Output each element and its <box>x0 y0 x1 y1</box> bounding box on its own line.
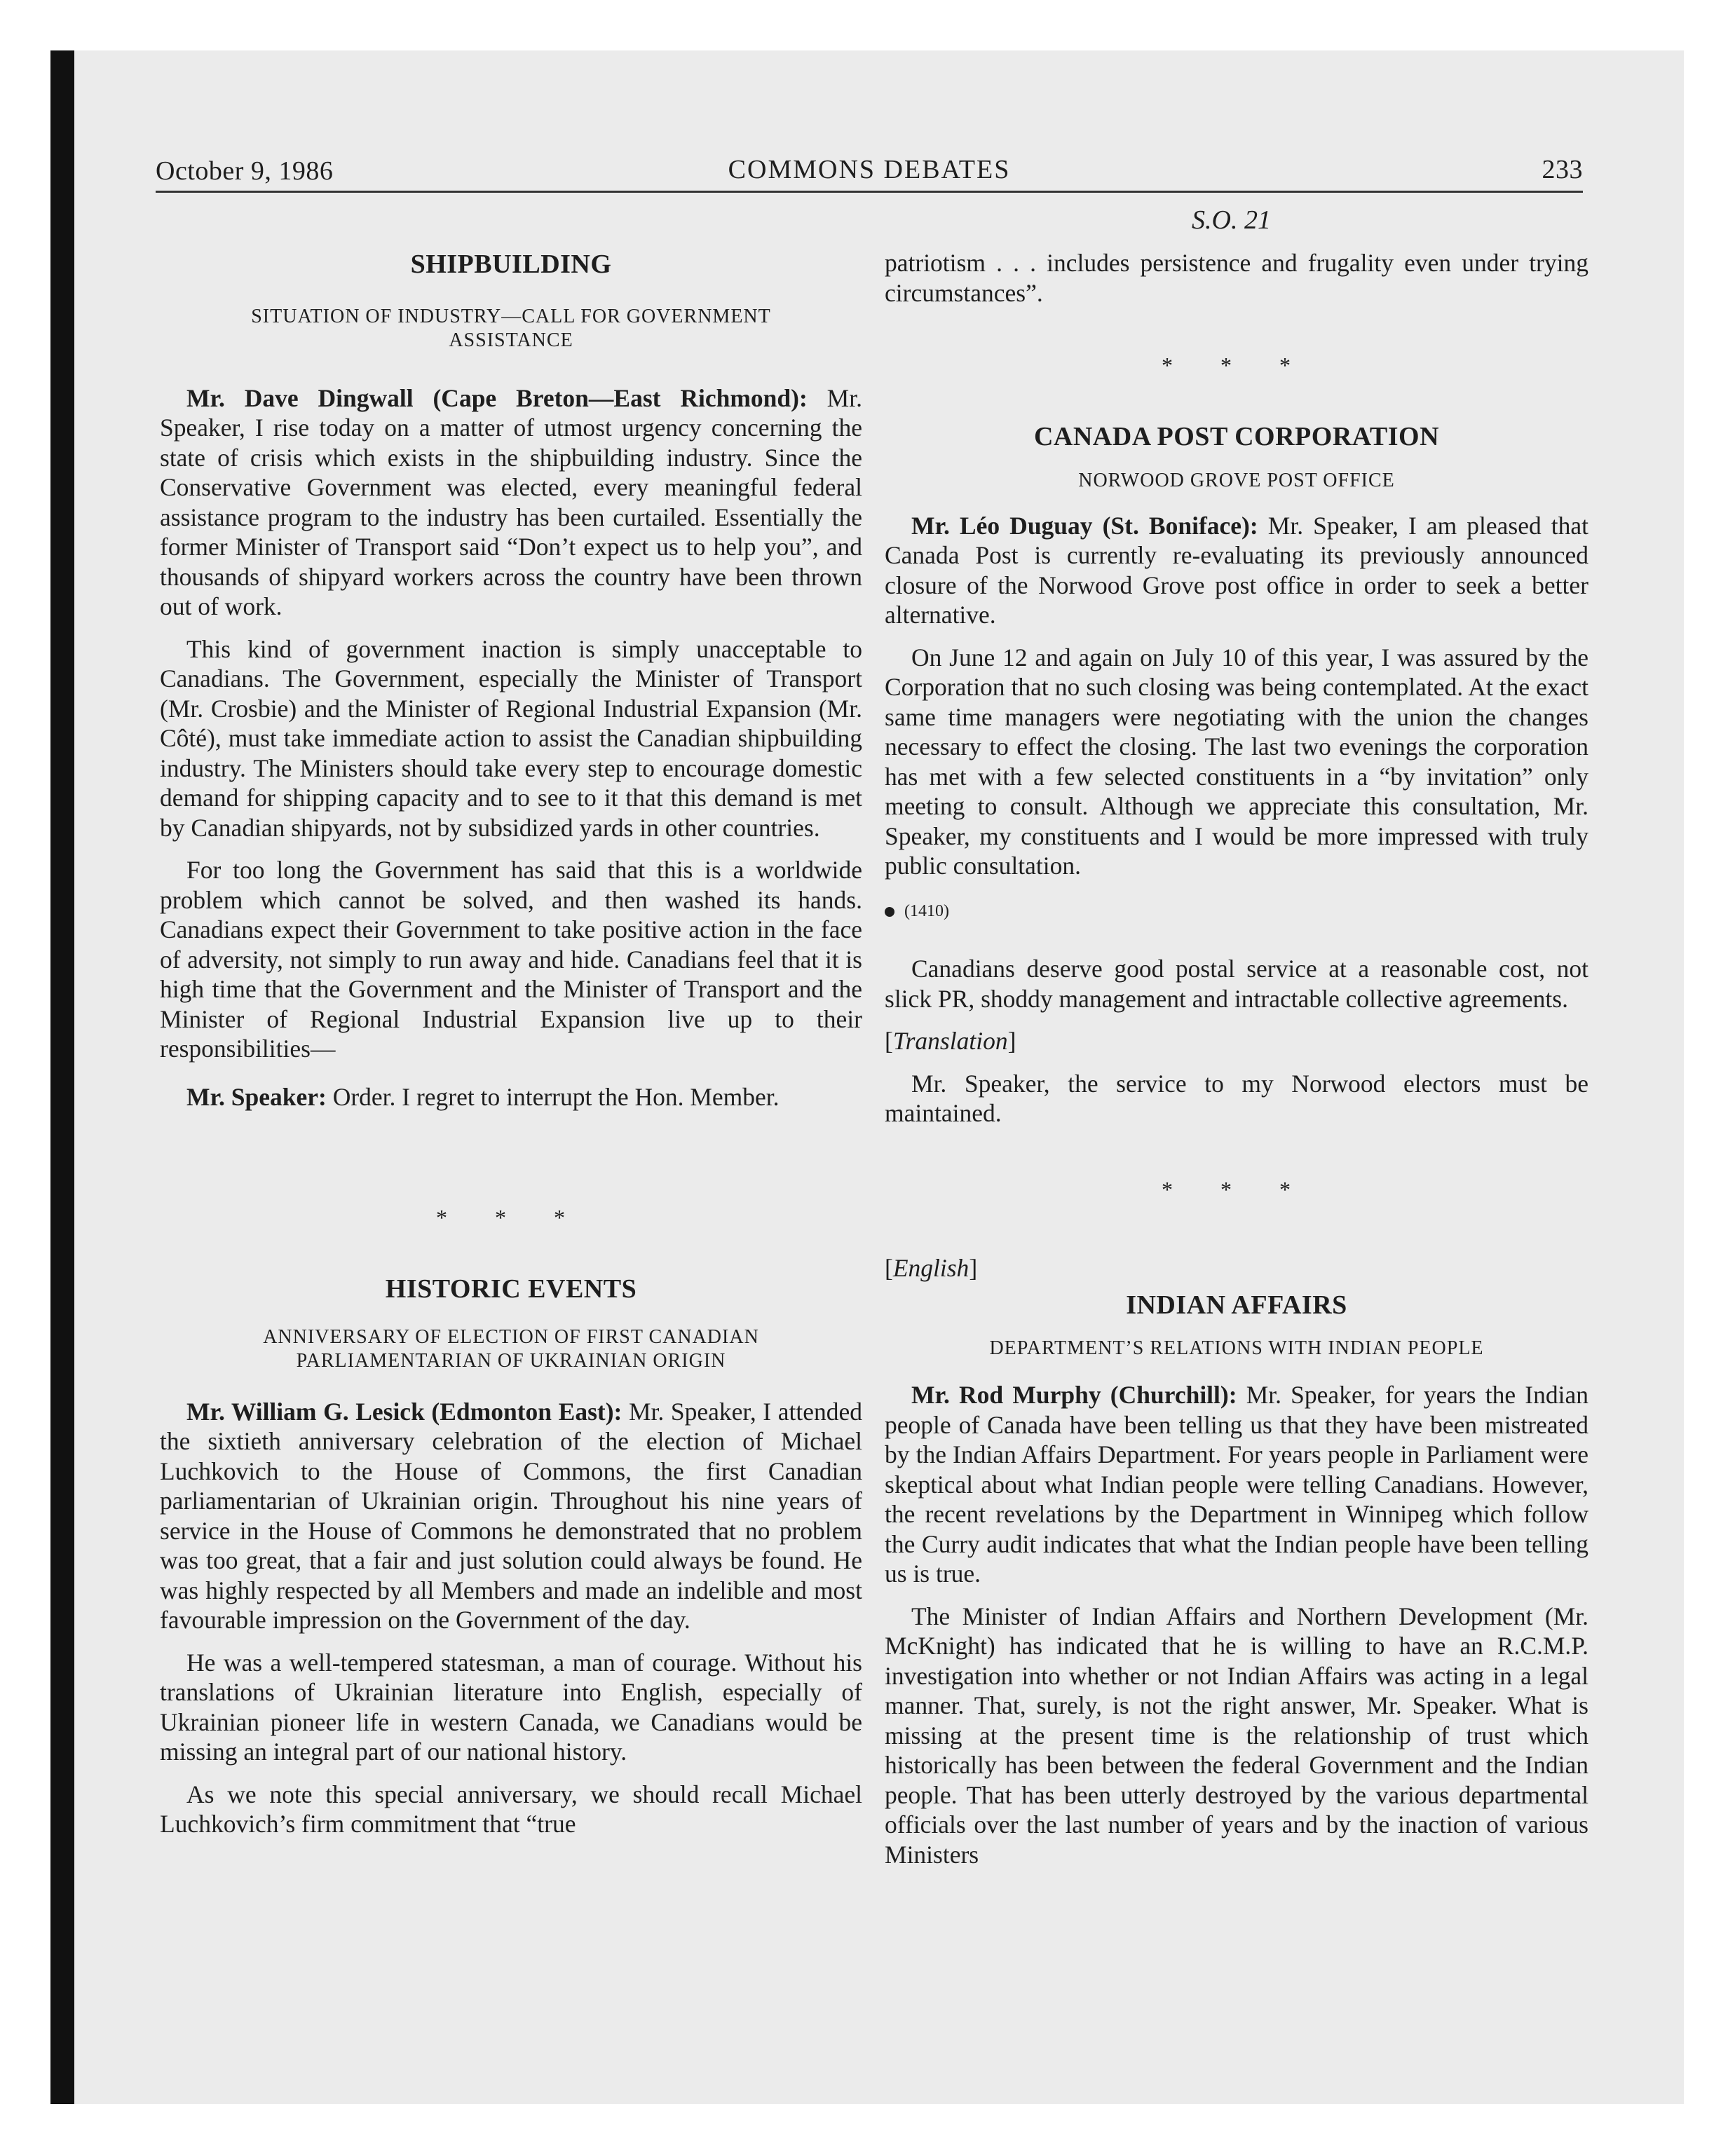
section-body <box>160 1397 862 1839</box>
indian-affairs-section <box>885 1253 1588 1869</box>
paragraph-text: Order. I regret to interrupt the Hon. Member. <box>326 1082 780 1111</box>
paragraph: As we note this special anniversary, we should recall Michael Luchkovich’s firm commitment that “true <box>160 1780 862 1838</box>
section-marker: S.O. 21 <box>1192 205 1271 235</box>
header-date: October 9, 1986 <box>156 156 334 186</box>
section-heading: SHIPBUILDING <box>410 250 612 279</box>
speaker-name: Mr. Léo Duguay (St. Boniface): <box>911 511 1258 540</box>
paragraph: Canadians deserve good postal service at a reasonable cost, not slick PR, shoddy management and intractable collective agreements. <box>885 955 1588 1013</box>
paragraph: The Minister of Indian Affairs and Northern Development (Mr. McKnight) has indicated that he is willing to have an R.C.M.P. investigation into whether or not Indian Affairs was acting in a legal manner. That, surely, is not the right answer, Mr. Speaker. What is missing at the present time is the relationship of trust which historically has been between the federal Government and the Indian people. That has been utterly destroyed by the various departmental officials over the last number of years and by the inaction of various Ministers <box>885 1602 1588 1869</box>
speaker-name: Mr. Dave Dingwall (Cape Breton—East Richmond): <box>186 383 808 412</box>
page-number: 233 <box>1542 155 1583 184</box>
timestamp-text: (1410) <box>904 901 949 920</box>
speaker-name: Mr. William G. Lesick (Edmonton East): <box>186 1397 622 1426</box>
language-note <box>885 1253 1588 1283</box>
bullet-icon <box>885 907 894 917</box>
section-subheading <box>160 1325 862 1373</box>
section-body <box>885 511 1588 1128</box>
paragraph: patriotism . . . includes persistence and frugality even under trying circumstances”. <box>885 249 1588 307</box>
shipbuilding-section <box>160 250 862 1112</box>
note-text: Translation <box>892 1027 1008 1055</box>
timestamp <box>885 896 1588 927</box>
speaker-name: Mr. Speaker: <box>186 1082 327 1111</box>
translation-note <box>885 1026 1588 1056</box>
paragraph: On June 12 and again on July 10 of this year, I was assured by the Corporation that no such closing was being contemplated. At the exact same time managers were negotiating with the union the changes necessary to effect the closing. The last two evenings the corporation has met with a few selected constituents in a “by invitation” only meeting to consult. Although we appreciate this consultation, Mr. Speaker, my constituents and I would be more impressed with truly public consultation. <box>885 643 1588 880</box>
canada-post-section <box>885 422 1588 1128</box>
section-separator: * * * <box>1162 353 1312 378</box>
subheading-line: ANNIVERSARY OF ELECTION OF FIRST CANADIAN <box>263 1325 759 1348</box>
paragraph: He was a well-tempered statesman, a man of courage. Without his translations of Ukrainian literature into English, especially of Ukrainian pioneer life in western Canada, we Canadians would be missing an integral part of our national history. <box>160 1648 862 1766</box>
section-subheading: DEPARTMENT’S RELATIONS WITH INDIAN PEOPLE <box>989 1337 1484 1359</box>
continuation-block <box>885 248 1588 308</box>
paragraph: Mr. Speaker, the service to my Norwood electors must be maintained. <box>885 1069 1588 1127</box>
header-title: COMMONS DEBATES <box>728 155 1011 184</box>
page-header <box>156 151 1583 193</box>
paragraph <box>160 1082 862 1112</box>
paragraph <box>160 1397 862 1635</box>
bracket-close: ] <box>969 1254 978 1282</box>
section-separator: * * * <box>1162 1177 1312 1202</box>
paragraph: For too long the Government has said that this is a worldwide problem which cannot be solved, and then washed its hands. Canadians expect their Government to take positive action in the face of adversity, not simply to run away and hide. Canadians feel that it is high time that the Government and the Minister of Transport and the Minister of Regional Industrial Expansion live up to their responsibilities— <box>160 856 862 1063</box>
bracket-open: [ <box>885 1027 893 1055</box>
subheading-line: PARLIAMENTARIAN OF UKRAINIAN ORIGIN <box>296 1349 726 1372</box>
bracket-close: ] <box>1007 1027 1016 1055</box>
bracket-open: [ <box>885 1254 893 1282</box>
paragraph <box>160 383 862 622</box>
paragraph <box>885 511 1588 630</box>
paragraph-text: Mr. Speaker, I am pleased that Canada Post is currently re-evaluating its previously announced closure of the Norwood Grove post office in order to seek a better alternative. <box>885 511 1589 629</box>
section-heading: INDIAN AFFAIRS <box>1126 1290 1347 1320</box>
section-subheading <box>160 305 862 353</box>
paragraph <box>885 1380 1588 1589</box>
paragraph-text: Mr. Speaker, I attended the sixtieth anniversary celebration of the election of Michael Luchkovich to the House of Commons, the first Canadian parliamentarian of Ukrainian origin. Throughout his nine years of service in the House of Commons he demonstrated that no problem was too great, that a fair and just solution could always be found. He was highly respected by all Members and made an indelible and most favourable impression on the Government of the day. <box>160 1397 862 1634</box>
subheading-line: ASSISTANCE <box>449 329 573 351</box>
section-body <box>885 1380 1588 1869</box>
historic-events-section <box>160 1274 862 1839</box>
paragraph-text: Mr. Speaker, for years the Indian people of Canada have been telling us that they have been mistreated by the Indian Affairs Department. For years people in Parliament were skeptical about what Indian people were telling Canadians. However, the recent revelations by the Department in Winnipeg which follow the Curry audit indicates that what the Indian people have been telling us is true. <box>885 1381 1588 1588</box>
note-text: English <box>892 1254 969 1282</box>
section-body <box>160 383 862 1112</box>
section-heading: HISTORIC EVENTS <box>385 1274 637 1304</box>
speaker-name: Mr. Rod Murphy (Churchill): <box>911 1381 1237 1409</box>
section-subheading: NORWOOD GROVE POST OFFICE <box>1078 469 1395 491</box>
binding-edge <box>50 50 74 2104</box>
section-separator: * * * <box>436 1205 586 1230</box>
paragraph-text: Mr. Speaker, I rise today on a matter of utmost urgency concerning the state of crisis which exists in the shipbuilding industry. Since the Conservative Government was elected, every meaningful federal assistance program to the industry has been curtailed. Essentially the former Minister of Transport said “Don’t expect us to help you”, and thousands of shipyard workers across the country have been thrown out of work. <box>160 383 862 620</box>
section-heading: CANADA POST CORPORATION <box>1033 422 1440 451</box>
paragraph: This kind of government inaction is simply unacceptable to Canadians. The Government, especially the Minister of Transport (Mr. Crosbie) and the Minister of Regional Industrial Expansion (Mr. Côté), must take immediate action to assist the Canadian shipbuilding industry. The Ministers should take every step to encourage domestic demand for shipping capacity and to see to it that this demand is met by Canadian shipyards, not by subsidized yards in other countries. <box>160 634 862 842</box>
subheading-line: SITUATION OF INDUSTRY—CALL FOR GOVERNMENT <box>251 305 771 327</box>
